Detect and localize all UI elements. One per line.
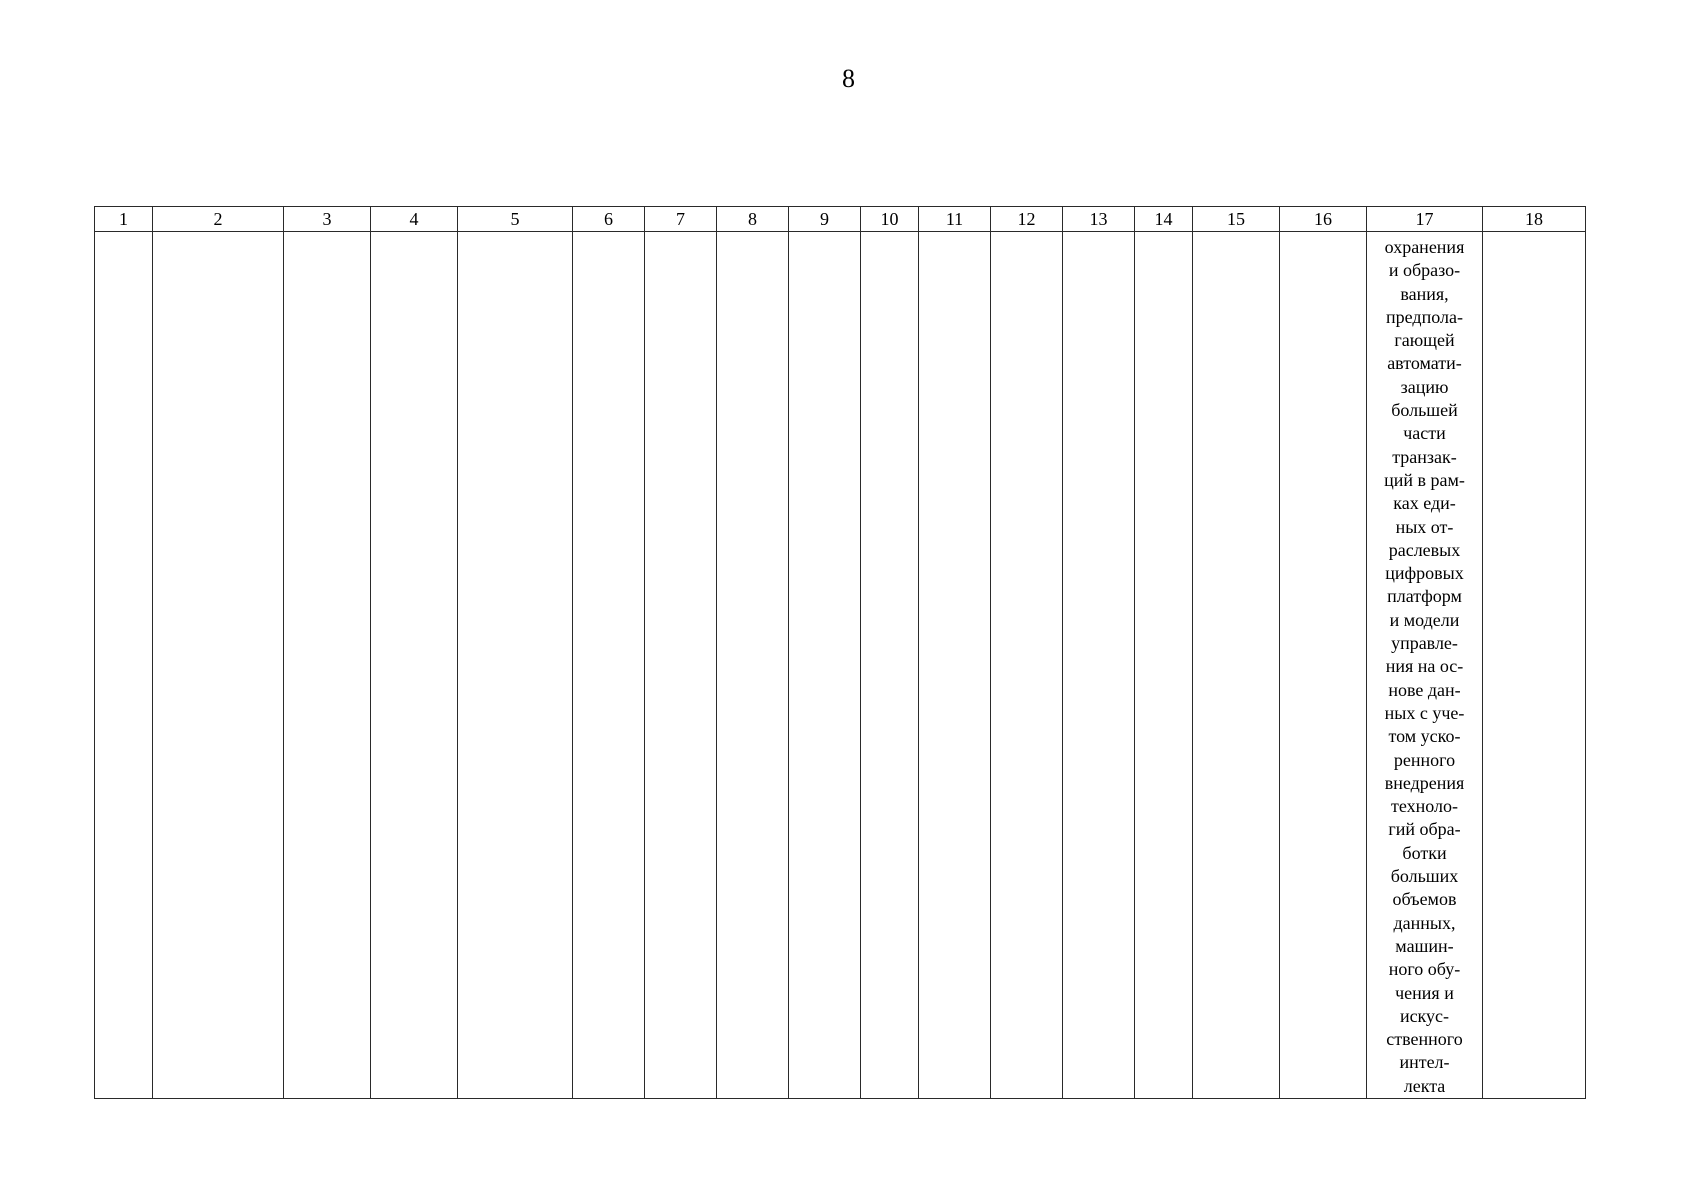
table-cell-col-8 (717, 232, 789, 1099)
column-header-17: 17 (1367, 207, 1483, 232)
column-header-8: 8 (717, 207, 789, 232)
column-17-text (1367, 232, 1482, 1098)
header-row (95, 207, 1586, 232)
column-header-7: 7 (645, 207, 717, 232)
table-cell-col-10 (861, 232, 919, 1099)
column-17-text-line: данных, (1393, 912, 1456, 933)
column-header-12: 12 (991, 207, 1063, 232)
table-cell-col-5 (458, 232, 573, 1099)
column-17-text-line: ций в рам- (1384, 469, 1465, 490)
column-17-text-line: транзак- (1392, 446, 1457, 467)
column-17-text-line: зацию (1400, 376, 1449, 397)
column-17-text-line: ственного (1386, 1029, 1463, 1050)
table-row (95, 232, 1586, 1099)
column-header-9: 9 (789, 207, 861, 232)
table-cell-col-7 (645, 232, 717, 1099)
column-17-text-line: ках еди- (1393, 493, 1456, 514)
column-17-text-line: и образо- (1388, 260, 1461, 281)
column-17-text-line: лекта (1403, 1075, 1446, 1096)
column-17-text-line: ренного (1393, 749, 1456, 770)
column-header-16: 16 (1280, 207, 1367, 232)
column-17-text-line: цифровых (1385, 563, 1464, 584)
column-header-1: 1 (95, 207, 153, 232)
table-cell-col-1 (95, 232, 153, 1099)
table-cell-col-2 (153, 232, 284, 1099)
column-17-text-line: объемов (1392, 889, 1457, 910)
column-17-text-line: больших (1390, 866, 1459, 887)
column-17-text-line: платформ (1387, 586, 1462, 607)
column-header-13: 13 (1063, 207, 1135, 232)
column-header-2: 2 (153, 207, 284, 232)
column-header-15: 15 (1193, 207, 1280, 232)
column-header-5: 5 (458, 207, 573, 232)
column-17-text-line: управле- (1391, 633, 1458, 654)
column-header-4: 4 (371, 207, 458, 232)
table-cell-col-18 (1483, 232, 1586, 1099)
column-17-text-line: ных с уче- (1384, 702, 1465, 723)
column-17-text-line: техноло- (1391, 796, 1458, 817)
column-17-text-line: чения и (1395, 982, 1454, 1003)
column-17-text-line: предпола- (1386, 306, 1463, 327)
column-17-text-line: искус- (1399, 1005, 1450, 1026)
column-17-text-line: раслевых (1388, 539, 1461, 560)
table-cell-col-14 (1135, 232, 1193, 1099)
column-17-text-line: большей (1391, 400, 1458, 421)
column-header-10: 10 (861, 207, 919, 232)
table-cell-col-15 (1193, 232, 1280, 1099)
column-17-text-line: части (1403, 423, 1446, 444)
column-header-14: 14 (1135, 207, 1193, 232)
table-cell-col-16 (1280, 232, 1367, 1099)
column-17-text-line: том уско- (1388, 726, 1461, 747)
column-header-18: 18 (1483, 207, 1586, 232)
table-cell-col-12 (991, 232, 1063, 1099)
column-17-text-line: ботки (1402, 842, 1447, 863)
table-cell-col-9 (789, 232, 861, 1099)
column-17-text-line: гающей (1394, 330, 1455, 351)
column-17-text-line: вания, (1400, 283, 1449, 304)
column-17-text-line: охранения (1384, 237, 1465, 257)
column-header-6: 6 (573, 207, 645, 232)
column-17-text-line: машин- (1395, 935, 1454, 956)
column-17-text-line: и модели (1389, 609, 1460, 630)
table-cell-col-11 (919, 232, 991, 1099)
column-17-text-line: ных от- (1395, 516, 1454, 537)
column-header-11: 11 (919, 207, 991, 232)
table-cell-col-13 (1063, 232, 1135, 1099)
column-17-text-line: ного обу- (1388, 959, 1461, 980)
column-17-text-line: автомати- (1387, 353, 1462, 374)
document-table (94, 206, 1586, 1099)
table-cell-col-4 (371, 232, 458, 1099)
table-cell-col-17 (1367, 232, 1483, 1099)
column-17-text-line: ния на ос- (1385, 656, 1464, 677)
column-17-text-line: нове дан- (1388, 679, 1461, 700)
column-17-text-line: гий обра- (1388, 819, 1461, 840)
column-header-3: 3 (284, 207, 371, 232)
column-17-text-line: внедрения (1384, 772, 1465, 793)
table-cell-col-3 (284, 232, 371, 1099)
column-17-text-line: интел- (1399, 1052, 1450, 1073)
page-number: 8 (842, 64, 855, 93)
table-cell-col-6 (573, 232, 645, 1099)
